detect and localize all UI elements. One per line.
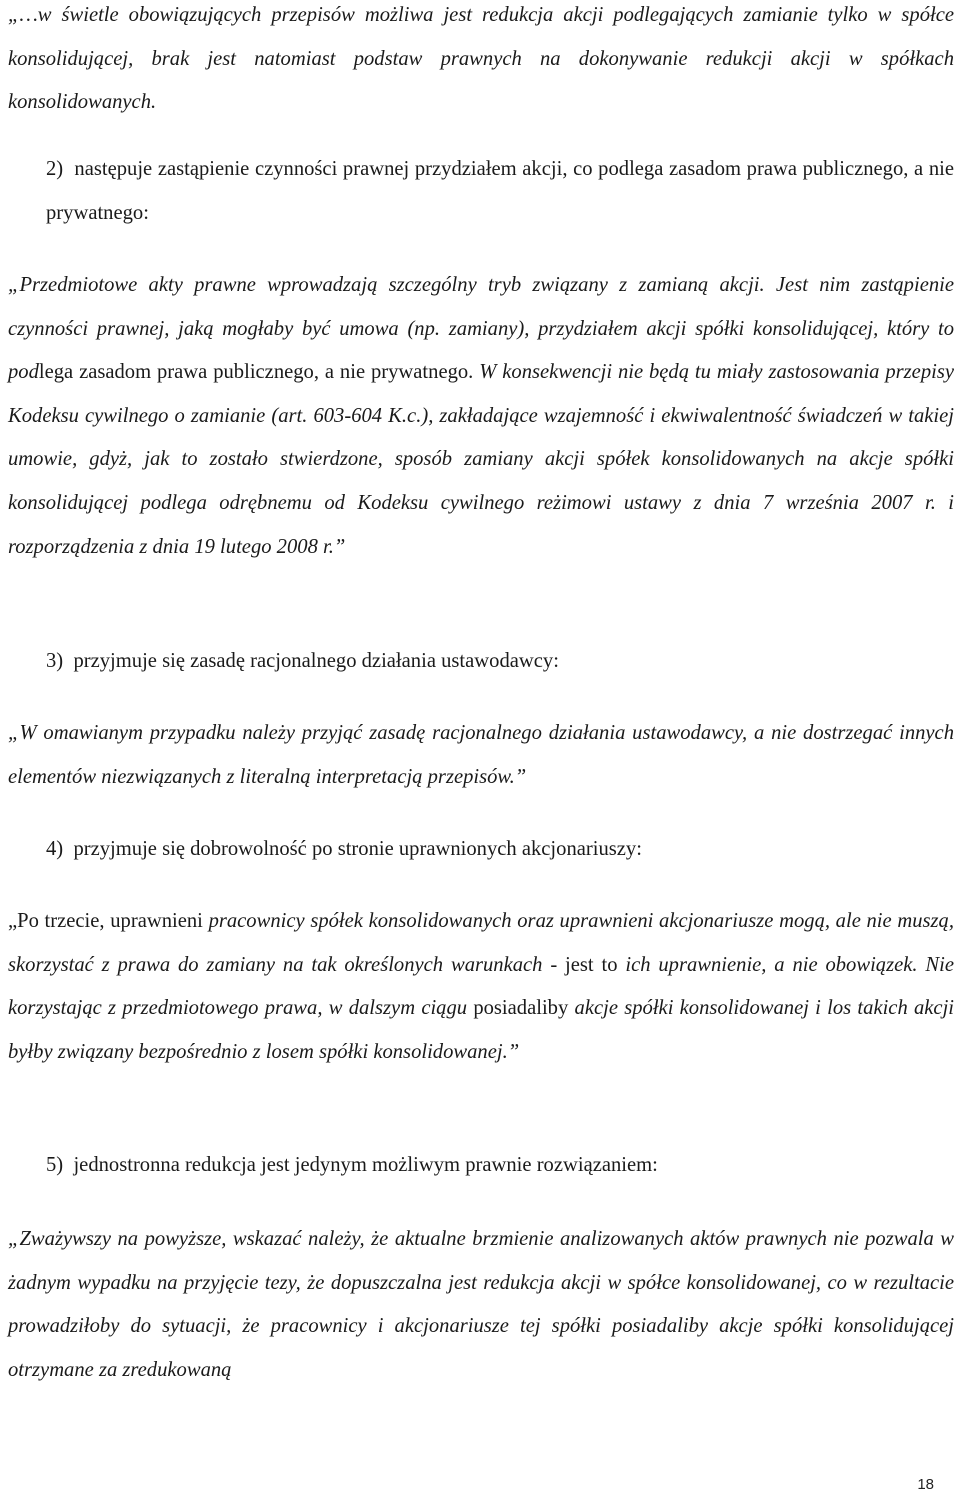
quote-2-plain-1: lega zasadom prawa publicznego, a nie prywatnego. (38, 361, 474, 384)
quote-paragraph-5: „Zważywszy na powyższe, wskazać należy, że aktualne brzmienie analizowanych aktów prawnych nie pozwala w żadnym wypadku na przyjęcie tezy, że dopuszczalna jest redukcja akcji w spółce konsolidowanej, co w rezultacie prowadziłoby do sytuacji, że pracownicy i akcjonariusze tej spółki posiadaliby akcje spółki konsolidującej otrzymane za zredukowaną (8, 1228, 954, 1381)
page-number: 18 (917, 1476, 934, 1493)
quote-paragraph-1: „…w świetle obowiązujących przepisów możliwa jest redukcja akcji podlegających zamianie tylko w spółce konsolidującej, brak jest natomiast podstaw prawnych na dokonywanie redukcji akcji w spółkach konsolidowanych. (8, 4, 954, 114)
list-item-2: 2) następuje zastąpienie czynności prawnej przydziałem akcji, co podlega zasadom prawa publicznego, a nie prywatnego: (46, 158, 954, 224)
quote-2-italic-2: W konsekwencji nie będą tu miały zastosowania przepisy Kodeksu cywilnego o zamianie (art. 603-604 K.c.), zakładające wzajemność i ekwiwalentność świadczeń w takiej umowie, gdyż, jak to zostało stwierdzone, sposób zamiany akcji spółek konsolidowanych na akcje spółki konsolidującej podlega odrębnemu od Kodeksu cywilnego reżimowi ustawy z dnia 7 września 2007 r. i rozporządzenia z dnia 19 lutego 2008 r.” (8, 361, 954, 558)
quote-4-plain-3: posiadaliby (473, 997, 575, 1020)
quote-4-plain-1: „Po trzecie, uprawnieni (8, 910, 209, 932)
quote-2-italic-1: „Przedmiotowe akty prawne wprowadzają szczególny tryb związany z zamianą akcji. Jest nim zastąpienie czynności prawnej, jaką mogłaby być umowa (np. zamiany), przydziałem akcji spółki konsolidującej, który to pod (8, 274, 954, 384)
quote-4-italic-1: pracownicy spółek konsolidowanych oraz uprawnieni akcjonariusze mogą, ale nie muszą, skorzystać z prawa do zamiany na tak określonych warunkach (8, 910, 954, 976)
quote-4-italic-3: akcje spółki konsolidowanej i los takich akcji byłby związany bezpośrednio z losem spółki konsolidowanej.” (8, 997, 955, 1063)
list-item-5: 5) jednostronna redukcja jest jedynym możliwym prawnie rozwiązaniem: (46, 1154, 658, 1176)
quote-paragraph-3: „W omawianym przypadku należy przyjąć zasadę racjonalnego działania ustawodawcy, a nie dostrzegać innych elementów niezwiązanych z literalną interpretacją przepisów.” (8, 722, 954, 788)
quote-paragraph-4 (8, 900, 954, 1074)
list-item-4: 4) przyjmuje się dobrowolność po stronie uprawnionych akcjonariuszy: (46, 838, 642, 860)
list-item-3: 3) przyjmuje się zasadę racjonalnego działania ustawodawcy: (46, 650, 559, 672)
quote-4-plain-2: - jest to (542, 953, 626, 976)
quote-paragraph-2 (8, 264, 954, 569)
quote-4-italic-2: ich uprawnienie, a nie obowiązek. Nie korzystając z przedmiotowego prawa, w dalszym ciągu (8, 953, 954, 1020)
